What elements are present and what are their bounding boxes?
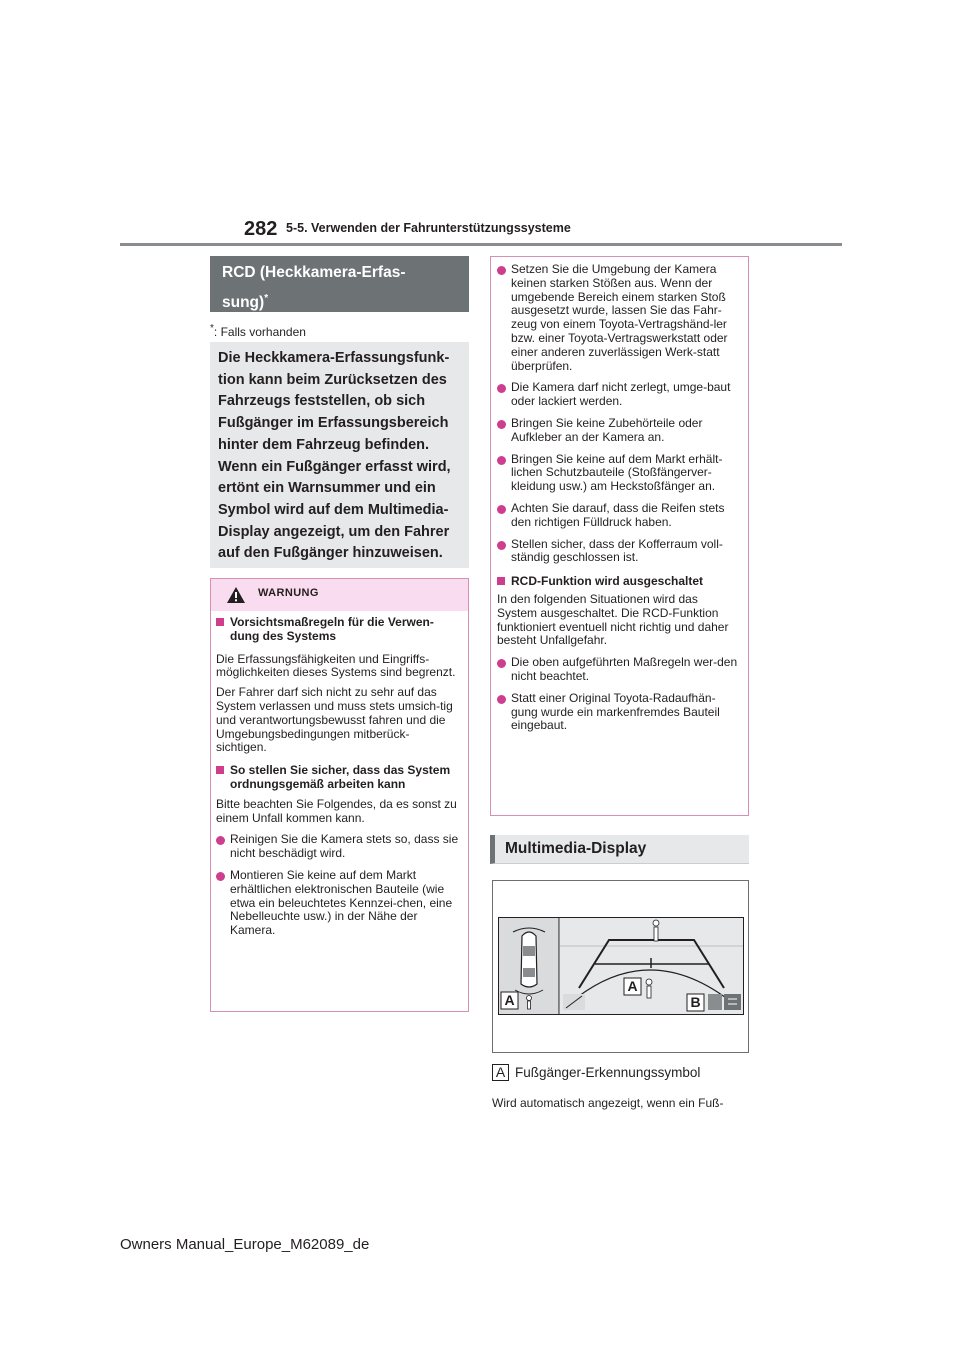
multimedia-section-title: Multimedia-Display <box>490 835 749 864</box>
warning-heading-proper-operation: So stellen Sie sicher, dass das System ordnungsgemäß arbeiten kann <box>216 764 460 792</box>
intro-line: Display angezeigt, um den Fahrer <box>218 523 450 540</box>
footnote-text: : Falls vorhanden <box>213 325 306 339</box>
warning-header <box>211 579 468 611</box>
caption-letter-badge: A <box>492 1064 509 1081</box>
warning-bullet: Bringen Sie keine auf dem Markt erhält-lichen Schutzbauteile (Stoßfängerver-kleidung usw.) am Heckstoßfänger an. <box>497 453 740 494</box>
warning-bullet: Montieren Sie keine auf dem Markt erhältlichen elektronischen Bauteile (wie etwa ein beleuchtetes Kennzei-chen, eine Nebelleuchte usw.) in der Nähe der Kamera. <box>216 869 460 938</box>
intro-line: auf den Fußgänger hinzuweisen. <box>218 545 443 562</box>
page-number: 282 <box>244 218 278 240</box>
section-header: 5-5. Verwenden der Fahrunterstützungssysteme <box>286 221 571 235</box>
warning-paragraph: Die Erfassungsfähigkeiten und Eingriffs-möglichkeiten dieses Systems sind begrenzt. <box>216 651 456 680</box>
warning-triangle-icon <box>227 587 245 603</box>
warning-paragraph: In den folgenden Situationen wird das System ausgeschaltet. Die RCD-Funktion funktioniert eventuell nicht richtig und daher besteht Unfallgefahr. <box>497 591 729 648</box>
caption-text: Fußgänger-Erkennungssymbol <box>515 1065 701 1080</box>
warning-bullet: Setzen Sie die Umgebung der Kamera keinen starken Stößen aus. Wenn der umgebende Bereich einem starken Stoß ausgesetzt wurde, lassen Sie das Fahr-zeug von einem Toyota-Vertragshänd-ler bzw. einer Toyota-Vertragswerkstatt oder einer anderen zuverlässigen Werk-statt überprüfen. <box>497 263 740 373</box>
callout-b: B <box>690 994 701 1010</box>
figure-caption <box>492 1064 700 1081</box>
header-rule <box>120 243 842 246</box>
multimedia-display-figure <box>492 880 749 1053</box>
warning-paragraph: Der Fahrer darf sich nicht zu sehr auf das System verlassen und muss stets umsich-tig und verantwortungsbewusst fahren und die Umgebungsbedingungen mitberück-sichtigen. <box>216 685 453 755</box>
warning-bullet: Reinigen Sie die Kamera stets so, dass sie nicht beschädigt wird. <box>216 833 460 861</box>
warning-body <box>216 611 460 938</box>
warning-continued-box <box>490 256 749 816</box>
footnote-mark: * <box>210 323 214 334</box>
warning-bullet: Achten Sie darauf, dass die Reifen stets den richtigen Fülldruck haben. <box>497 502 740 530</box>
intro-line: ertönt ein Warnsummer und ein <box>218 480 436 497</box>
callout-a-camera: A <box>627 978 638 994</box>
warning-heading-rcd-off: RCD-Funktion wird ausgeschaltet <box>497 575 740 589</box>
display-screen <box>498 917 744 1015</box>
display-screen-illustration <box>499 918 743 1014</box>
intro-line: tion kann beim Zurücksetzen des <box>218 371 447 388</box>
rcd-section-title <box>210 256 469 312</box>
intro-line: Fahrzeugs feststellen, ob sich <box>218 393 426 410</box>
warning-continued-body <box>497 263 740 733</box>
warning-bullet: Stellen sicher, dass der Kofferraum voll-ständig geschlossen ist. <box>497 538 740 566</box>
intro-box <box>210 342 469 568</box>
rcd-title-line2 <box>222 286 469 316</box>
caption-description: Wird automatisch angezeigt, wenn ein Fuß- <box>492 1096 724 1110</box>
warning-heading-precautions: Vorsichtsmaßregeln für die Verwen-dung des Systems <box>216 616 460 644</box>
intro-line: Die Heckkamera-Erfassungsfunk- <box>218 350 450 366</box>
warning-label: WARNUNG <box>258 587 319 599</box>
footer-text: Owners Manual_Europe_M62089_de <box>120 1236 370 1253</box>
warning-bullet: Bringen Sie keine Zubehörteile oder Aufkleber an der Kamera an. <box>497 417 740 445</box>
warning-paragraph: Bitte beachten Sie Folgendes, da es sonst zu einem Unfall kommen kann. <box>216 796 457 825</box>
intro-line: hinter dem Fahrzeug befinden. <box>218 436 430 453</box>
rcd-title-line2-text: sung) <box>222 294 265 312</box>
warning-bullet: Statt einer Original Toyota-Radaufhän-gung wurde ein markenfremdes Bauteil eingebaut. <box>497 692 740 733</box>
callout-a-left: A <box>504 992 515 1008</box>
footnote <box>210 323 306 339</box>
warning-box <box>210 578 469 1012</box>
warning-bullet: Die oben aufgeführten Maßregeln wer-den nicht beachtet. <box>497 656 740 684</box>
intro-line: Wenn ein Fußgänger erfasst wird, <box>218 458 451 475</box>
rcd-title-line1: RCD (Heckkamera-Erfas- <box>222 264 406 281</box>
intro-line: Fußgänger im Erfassungsbereich <box>218 415 449 432</box>
warning-bullet: Die Kamera darf nicht zerlegt, umge-baut oder lackiert werden. <box>497 381 740 409</box>
intro-line: Symbol wird auf dem Multimedia- <box>218 501 449 518</box>
rcd-title-footnote-mark: * <box>264 293 269 304</box>
